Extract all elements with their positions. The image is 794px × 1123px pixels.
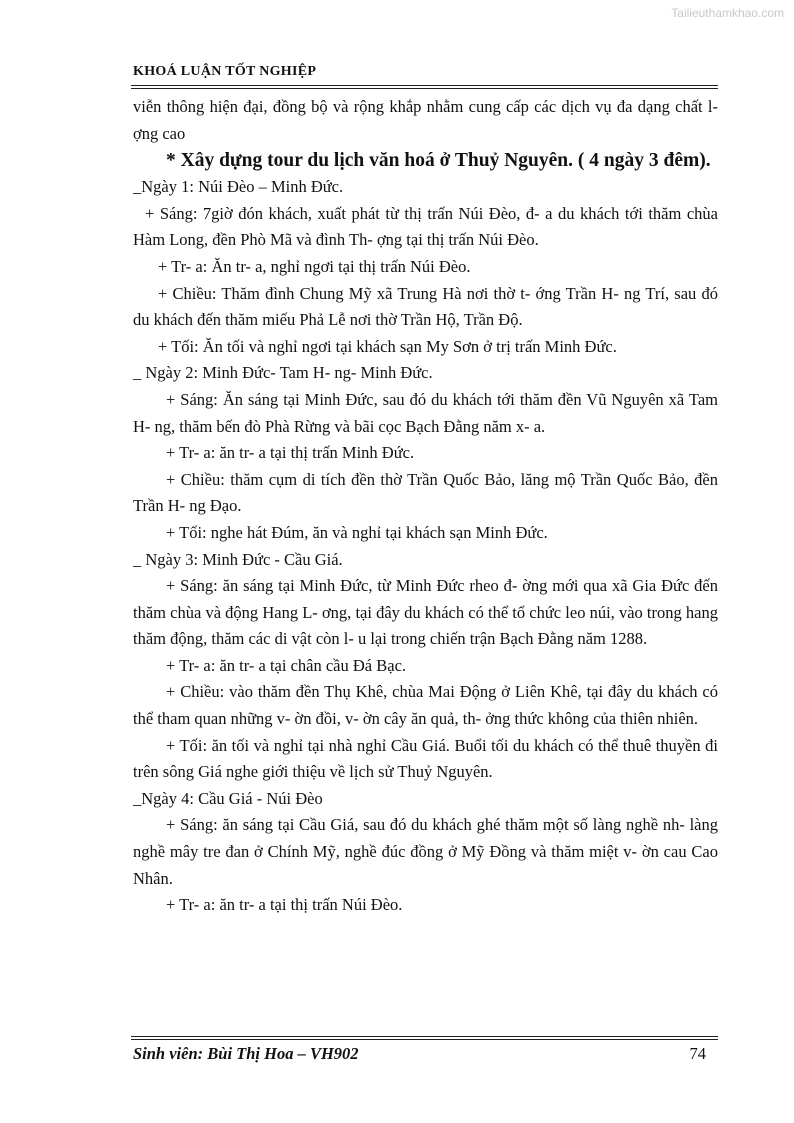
day-4-noon: + Tr- a: ăn tr- a tại thị trấn Núi Đèo. bbox=[166, 895, 403, 915]
day-3-evening: + Tối: ăn tối và nghỉ tại nhà nghỉ Cầu Giá. Buổi tối du khách có thể thuê thuyền đi trên sông Giá nghe giới thiệu về lịch sử Thuỷ Nguyên. bbox=[133, 735, 718, 782]
day-2-morning: + Sáng: Ăn sáng tại Minh Đức, sau đó du khách tới thăm đền Vũ Nguyên xã Tam H- ng, thăm bến đò Phà Rừng và bãi cọc Bạch Đằng năm x- a. bbox=[133, 389, 718, 436]
footer-rule bbox=[131, 1036, 718, 1037]
day-2-afternoon: + Chiều: thăm cụm di tích đền thờ Trần Quốc Bảo, lăng mộ Trần Quốc Bảo, đền Trần H- ng Đạo. bbox=[133, 469, 718, 516]
day-1-afternoon: + Chiều: Thăm đình Chung Mỹ xã Trung Hà nơi thờ t- ớng Trần H- ng Trí, sau đó du khách đến thăm miếu Phả Lễ nơi thờ Trần Hộ, Trần Độ. bbox=[133, 283, 718, 330]
paragraph-intro: viễn thông hiện đại, đồng bộ và rộng khắp nhằm cung cấp các dịch vụ đa dạng chất l- ợng cao bbox=[133, 97, 718, 143]
day-1-evening: + Tối: Ăn tối và nghỉ ngơi tại khách sạn My Sơn ở trị trấn Minh Đức. bbox=[158, 336, 617, 356]
footer-rule-double bbox=[131, 1039, 718, 1040]
day-3-title: _ Ngày 3: Minh Đức - Cầu Giá. bbox=[133, 549, 343, 569]
day-1-morning: + Sáng: 7giờ đón khách, xuất phát từ thị trấn Núi Đèo, đ- a du khách tới thăm chùa Hàm Long, đền Phò Mã và đình Th- ợng tại thị trấn Núi Đèo. bbox=[133, 203, 718, 250]
day-1-title: _Ngày 1: Núi Đèo – Minh Đức. bbox=[133, 177, 344, 197]
header-rule bbox=[131, 85, 718, 86]
document-body bbox=[133, 94, 718, 919]
day-2-noon: + Tr- a: ăn tr- a tại thị trấn Minh Đức. bbox=[166, 443, 415, 463]
day-3-noon: + Tr- a: ăn tr- a tại chân cầu Đá Bạc. bbox=[166, 655, 407, 675]
day-3-afternoon: + Chiều: vào thăm đền Thụ Khê, chùa Mai Động ở Liên Khê, tại đây du khách có thể tham quan những v- ờn đồi, v- ờn cây ăn quả, th- ởng thức không của thiên nhiên. bbox=[133, 682, 718, 729]
day-4-morning: + Sáng: ăn sáng tại Cầu Giá, sau đó du khách ghé thăm một số làng nghề nh- làng nghề mây tre đan ở Chính Mỹ, nghề đúc đồng ở Mỹ Đồng và thăm miệt v- ờn cau Cao Nhân. bbox=[133, 815, 718, 888]
watermark: Tailieuthamkhao.com bbox=[671, 6, 784, 20]
footer-student-name: Sinh viên: Bùi Thị Hoa – VH902 bbox=[133, 1044, 359, 1063]
page-header-title: KHOÁ LUẬN TỐT NGHIỆP bbox=[133, 64, 317, 79]
day-4-title: _Ngày 4: Cầu Giá - Núi Đèo bbox=[133, 788, 323, 808]
day-3-morning: + Sáng: ăn sáng tại Minh Đức, từ Minh Đức rheo đ- ờng mới qua xã Gia Đức đến thăm chùa và động Hang L- ơng, tại đây du khách có thể tổ chức leo núi, vào trong hang thăm động, thăm các di vật còn l- u lại trong chiến trận Bạch Đằng năm 1288. bbox=[133, 576, 718, 649]
header-rule-double bbox=[131, 88, 718, 89]
day-1-noon: + Tr- a: Ăn tr- a, nghỉ ngơi tại thị trấn Núi Đèo. bbox=[158, 256, 471, 276]
day-2-title: _ Ngày 2: Minh Đức- Tam H- ng- Minh Đức. bbox=[133, 363, 433, 383]
page-number: 74 bbox=[689, 1044, 706, 1063]
day-2-evening: + Tối: nghe hát Đúm, ăn và nghỉ tại khách sạn Minh Đức. bbox=[166, 522, 548, 542]
section-heading: * Xây dựng tour du lịch văn hoá ở Thuỷ Nguyên. ( 4 ngày 3 đêm). bbox=[166, 150, 711, 172]
